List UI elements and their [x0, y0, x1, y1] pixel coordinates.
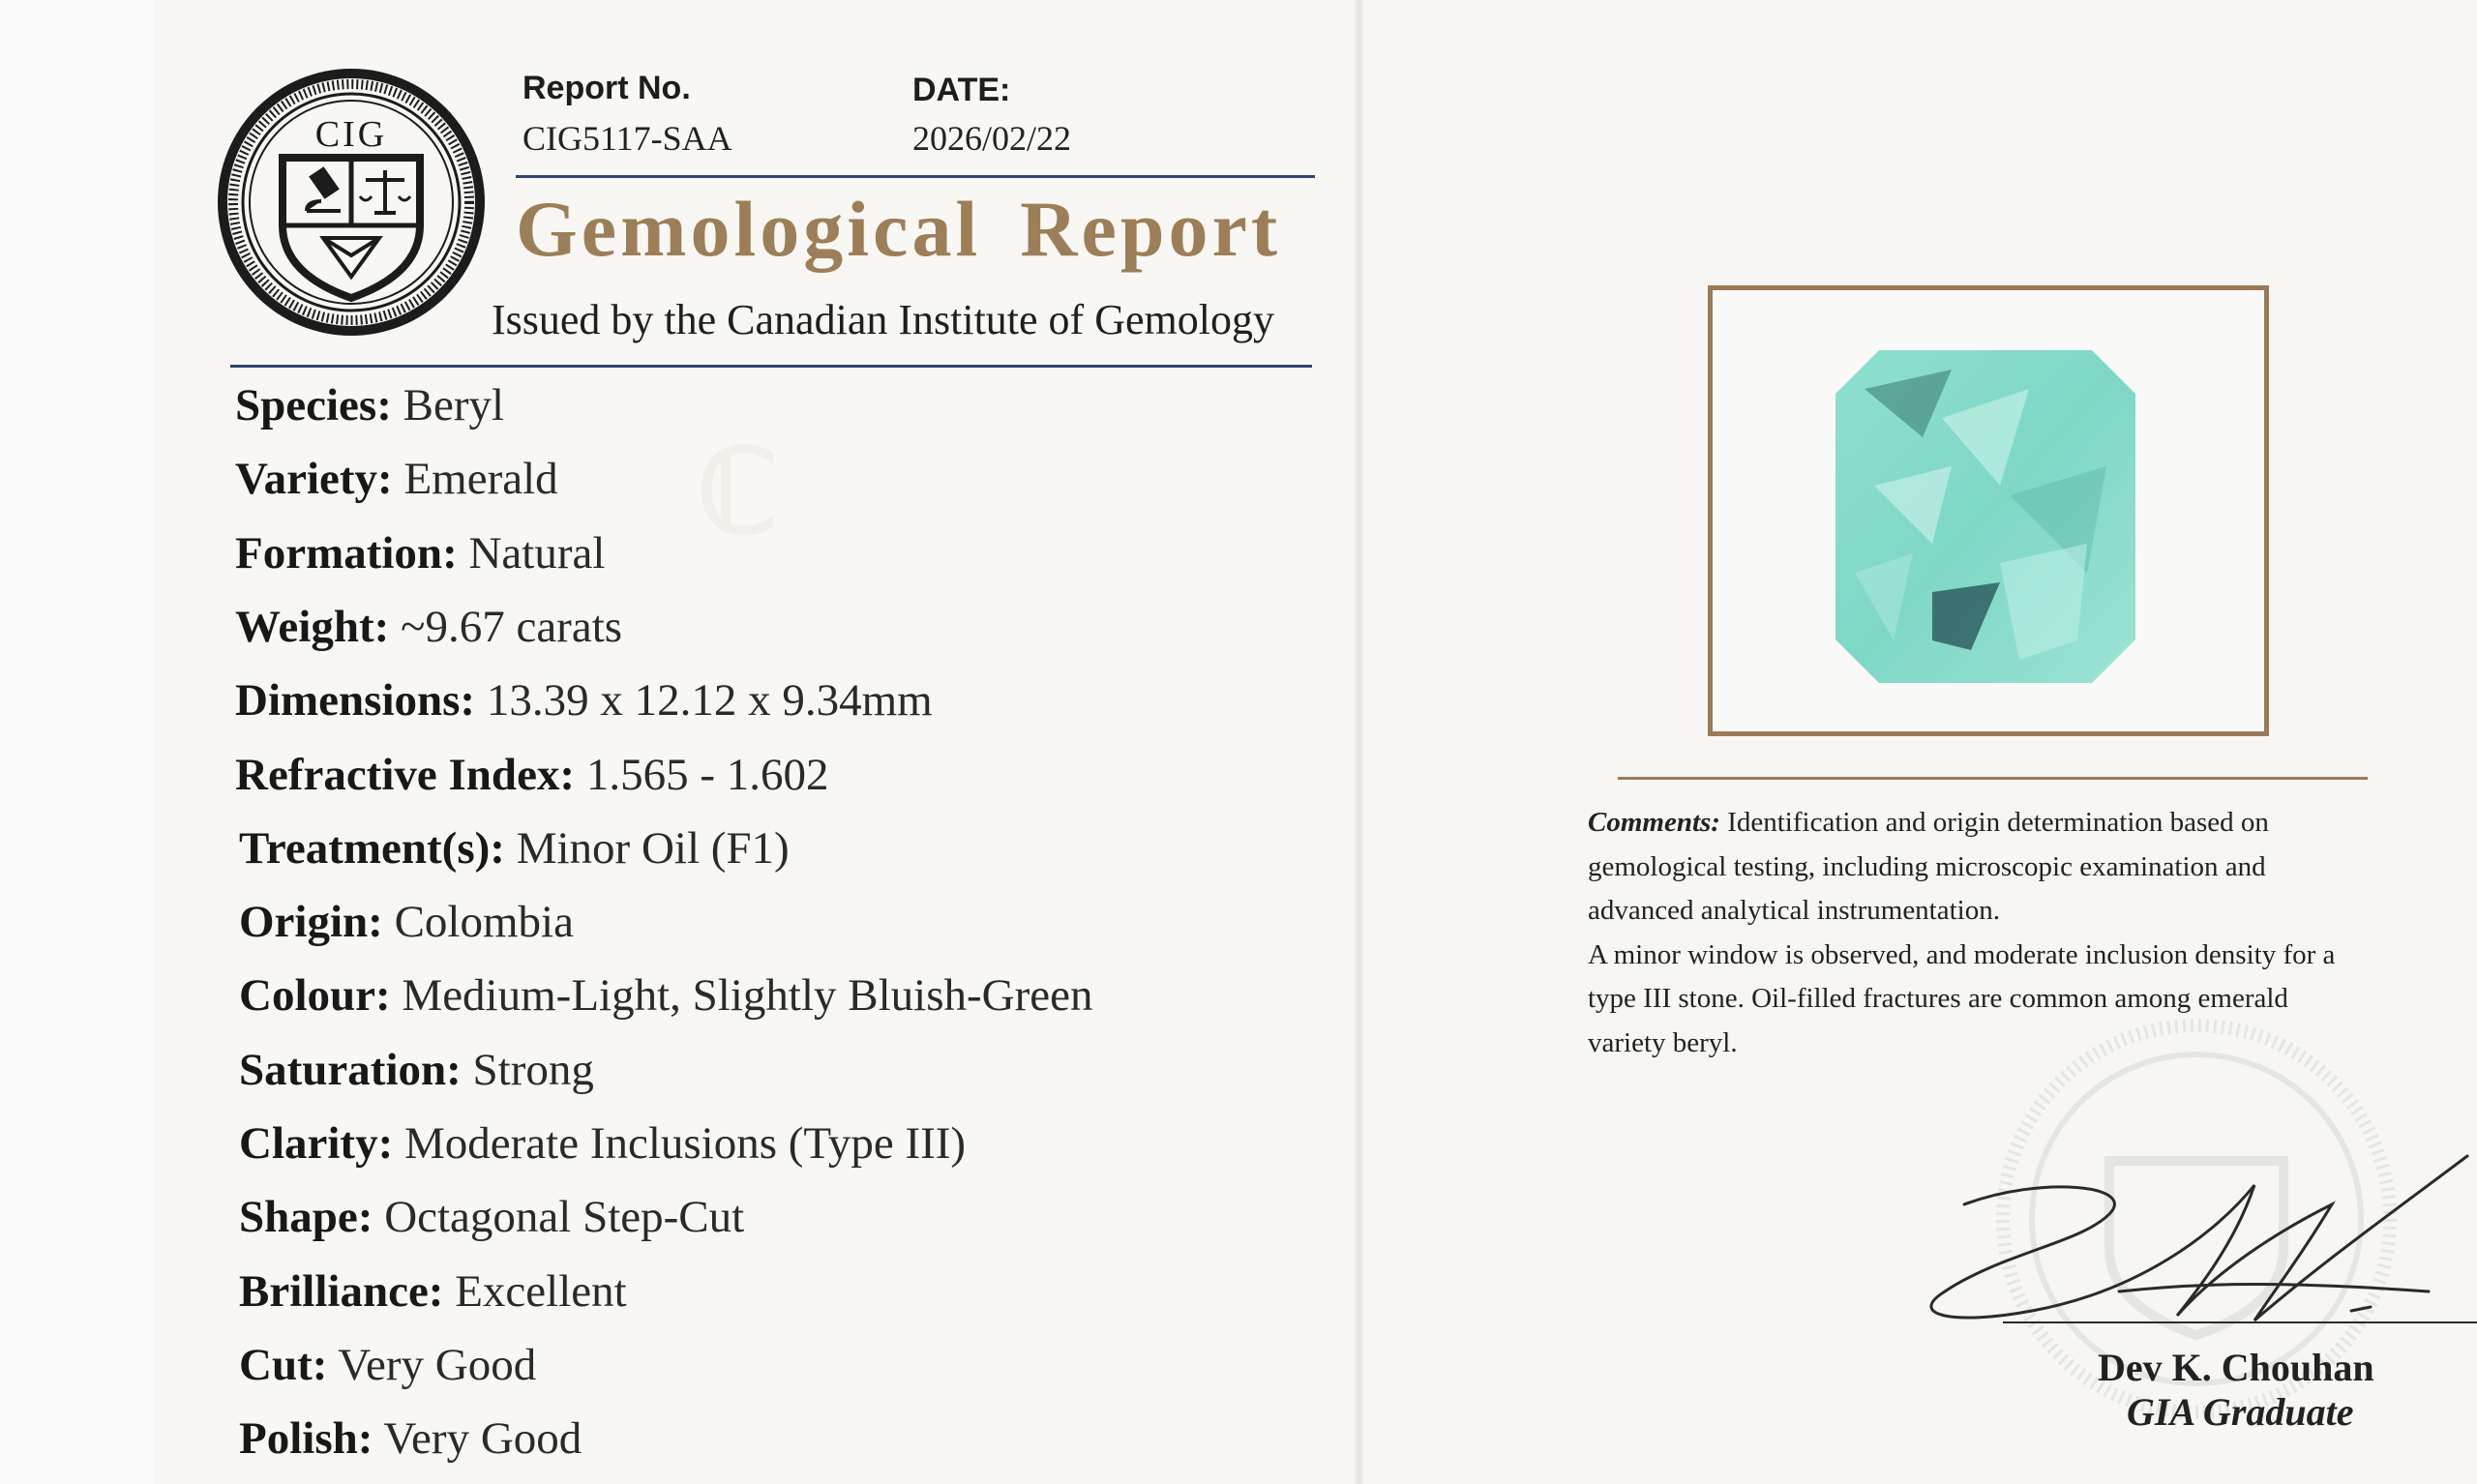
seal-text: CIG [314, 114, 388, 155]
spec-label: Weight: [235, 601, 390, 652]
report-no-label: Report No. [522, 70, 691, 106]
date-label: DATE: [912, 72, 1011, 108]
comments-line-4: A minor window is observed, and moderate inclusion density for a [1588, 938, 2336, 970]
faint-watermark-logo: ℂ [697, 429, 778, 557]
spec-row [235, 527, 605, 579]
spec-value: Strong [472, 1044, 594, 1095]
cig-seal-logo [215, 66, 488, 339]
spec-label: Dimensions: [235, 675, 476, 727]
spec-label: Species: [235, 380, 392, 430]
comments-label: Comments: [1588, 807, 1720, 838]
spec-label: Polish: [239, 1413, 373, 1465]
comments-line-5: type III stone. Oil-filled fractures are common among emerald [1588, 983, 2288, 1014]
spec-label: Refractive Index: [235, 749, 576, 800]
spec-row [239, 1265, 627, 1318]
spec-row [239, 1117, 966, 1170]
comments-rule [1618, 777, 2368, 780]
title-word-1: Gemological [516, 185, 982, 273]
spec-row [235, 749, 828, 801]
spec-row [239, 1191, 744, 1243]
spec-value: Colombia [394, 897, 574, 948]
report-no-value: CIG5117-SAA [522, 119, 732, 158]
spec-row [235, 601, 622, 653]
signature-line [2003, 1321, 2477, 1323]
spec-label: Cut: [239, 1339, 328, 1390]
spec-row [235, 453, 558, 505]
comments-line-3: advanced analytical instrumentation. [1588, 895, 2000, 926]
comments-line-2: gemological testing, including microscopic examination and [1588, 850, 2266, 882]
subtitle-rule [230, 365, 1312, 368]
spec-row [235, 674, 933, 727]
signer-name: Dev K. Chouhan [2098, 1346, 2374, 1389]
spec-label: Variety: [235, 454, 393, 505]
spec-label: Saturation: [239, 1044, 462, 1095]
header-rule [516, 175, 1315, 178]
comments-line-1: Identification and origin determination based on [1727, 807, 2269, 838]
spec-row [239, 1412, 582, 1465]
spec-row [239, 969, 1093, 1022]
report-title [516, 184, 1281, 275]
spec-value: 1.565 - 1.602 [585, 749, 829, 800]
spec-value: Very Good [383, 1413, 582, 1465]
spec-value: 13.39 x 12.12 x 9.34mm [486, 675, 933, 727]
spec-value: Minor Oil (F1) [516, 822, 790, 874]
spec-value: Emerald [403, 454, 558, 505]
spec-label: Origin: [239, 897, 383, 948]
spec-value: ~9.67 carats [401, 601, 623, 652]
report-subtitle: Issued by the Canadian Institute of Gemology [492, 296, 1274, 343]
spec-row [235, 379, 504, 431]
title-word-2: Report [1020, 185, 1282, 273]
spec-value: Very Good [338, 1339, 537, 1390]
spec-row [239, 1339, 536, 1391]
spec-value: Natural [468, 527, 606, 579]
spec-label: Colour: [239, 970, 391, 1022]
spec-row [239, 1044, 594, 1096]
spec-label: Shape: [239, 1192, 373, 1243]
spec-value: Excellent [455, 1265, 627, 1317]
spec-label: Clarity: [239, 1118, 394, 1169]
date-value: 2026/02/22 [912, 119, 1072, 158]
signature-image [1887, 1146, 2477, 1340]
page-fold [1355, 0, 1364, 1484]
spec-value: Medium-Light, Slightly Bluish-Green [402, 970, 1093, 1022]
spec-value: Octagonal Step-Cut [384, 1192, 745, 1243]
spec-value: Moderate Inclusions (Type III) [403, 1118, 967, 1169]
spec-label: Formation: [235, 527, 458, 579]
spec-label: Brilliance: [239, 1265, 444, 1317]
spec-row [239, 822, 790, 875]
spec-label: Treatment(s): [239, 822, 505, 874]
spec-row [239, 896, 574, 948]
left-edge-page [0, 0, 155, 1484]
emerald-stone-image [1835, 350, 2135, 683]
comments-line-6: variety beryl. [1588, 1026, 1738, 1058]
signer-title: GIA Graduate [2127, 1390, 2354, 1434]
spec-value: Beryl [403, 380, 505, 430]
